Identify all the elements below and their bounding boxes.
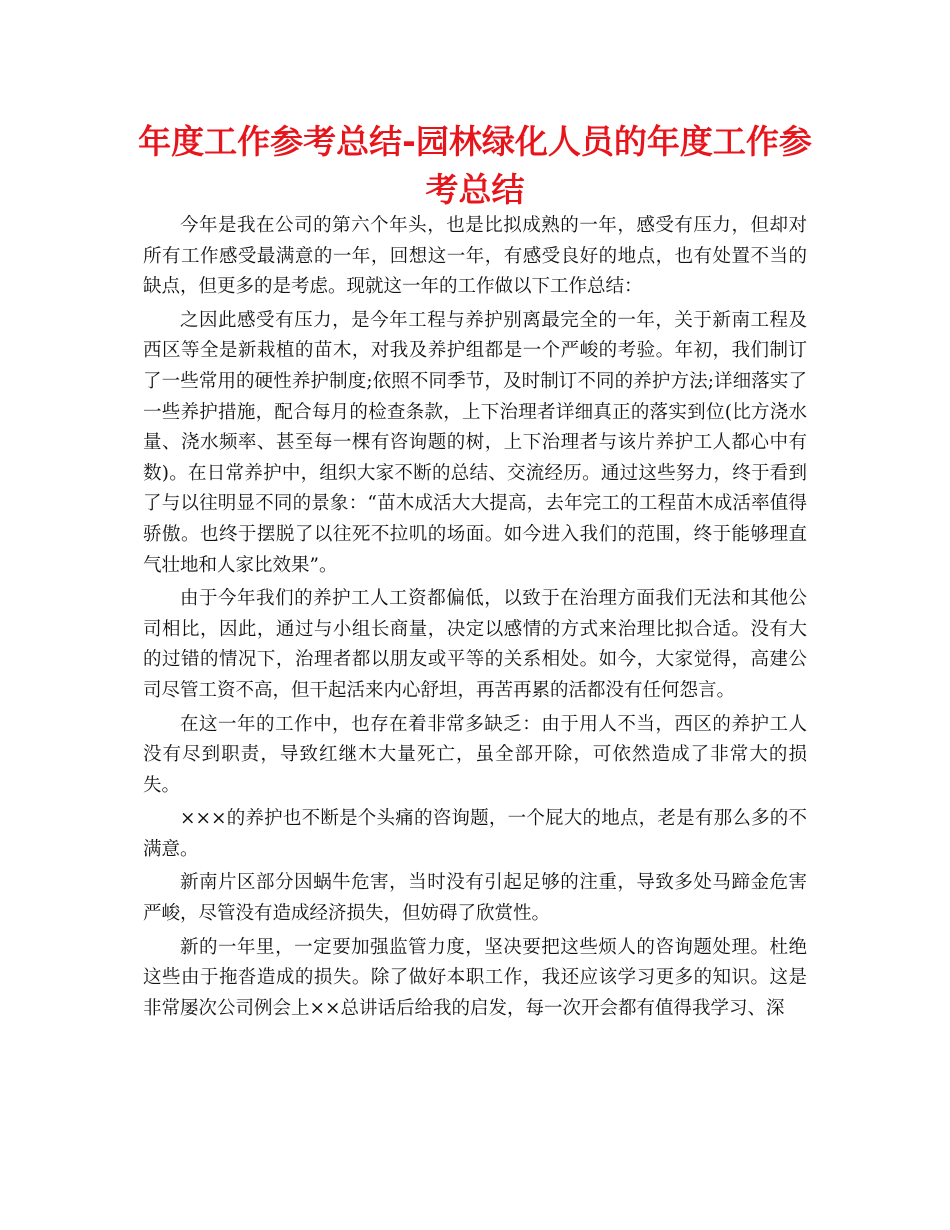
paragraph: 之因此感受有压力，是今年工程与养护别离最完全的一年，关于新南工程及西区等全是新栽植的苗木，对我及养护组都是一个严峻的考验。年初，我们制订了一些常用的硬性养护制度;依照不同季节，及时制订不同的养护方法;详细落实了一些养护措施，配合每月的检查条款，上下治理者详细真正的落实到位(比方浇水量、浇水频率、甚至每一棵有咨询题的树，上下治理者与该片养护工人都心中有数)。在日常养护中，组织大家不断的总结、交流经历。通过这些努力，终于看到了与以往明显不同的景象：“苗木成活大大提高，去年完工的工程苗木成活率值得骄傲。也终于摆脱了以往死不拉叽的场面。如今进入我们的范围，终于能够理直气壮地和人家比效果”。 — [143, 309, 807, 576]
document-body — [143, 211, 807, 1027]
document-title: 年度工作参考总结-园林绿化人员的年度工作参考总结 — [138, 122, 812, 209]
paragraph: 今年是我在公司的第六个年头，也是比拟成熟的一年，感受有压力，但却对所有工作感受最满意的一年，回想这一年，有感受良好的地点，也有处置不当的缺点，但更多的是考虑。现就这一年的工作做以下工作总结： — [143, 215, 807, 298]
paragraph: 新南片区部分因蜗牛危害，当时没有引起足够的注重，导致多处马蹄金危害严峻，尽管没有造成经济损失，但妨碍了欣赏性。 — [143, 872, 807, 925]
paragraph: 由于今年我们的养护工人工资都偏低，以致于在治理方面我们无法和其他公司相比，因此，通过与小组长商量，决定以感情的方式来治理比拟合适。没有大的过错的情况下，治理者都以朋友或平等的关系相处。如今，大家觉得，高建公司尽管工资不高，但干起活来内心舒坦，再苦再累的活都没有任何怨言。 — [143, 588, 807, 701]
paragraph: ×××的养护也不断是个头痛的咨询题，一个屁大的地点，老是有那么多的不满意。 — [143, 808, 807, 860]
paragraph: 新的一年里，一定要加强监管力度，坚决要把这些烦人的咨询题处理。杜绝这些由于拖沓造成的损失。除了做好本职工作，我还应该学习更多的知识。这是非常屡次公司例会上××总讲话后给我的启发，每一次开会都有值得我学习、深 — [143, 936, 807, 1019]
paragraph: 在这一年的工作中，也存在着非常多缺乏：由于用人不当，西区的养护工人没有尽到职责，导致红继木大量死亡，虽全部开除，可依然造成了非常大的损失。 — [143, 713, 807, 796]
